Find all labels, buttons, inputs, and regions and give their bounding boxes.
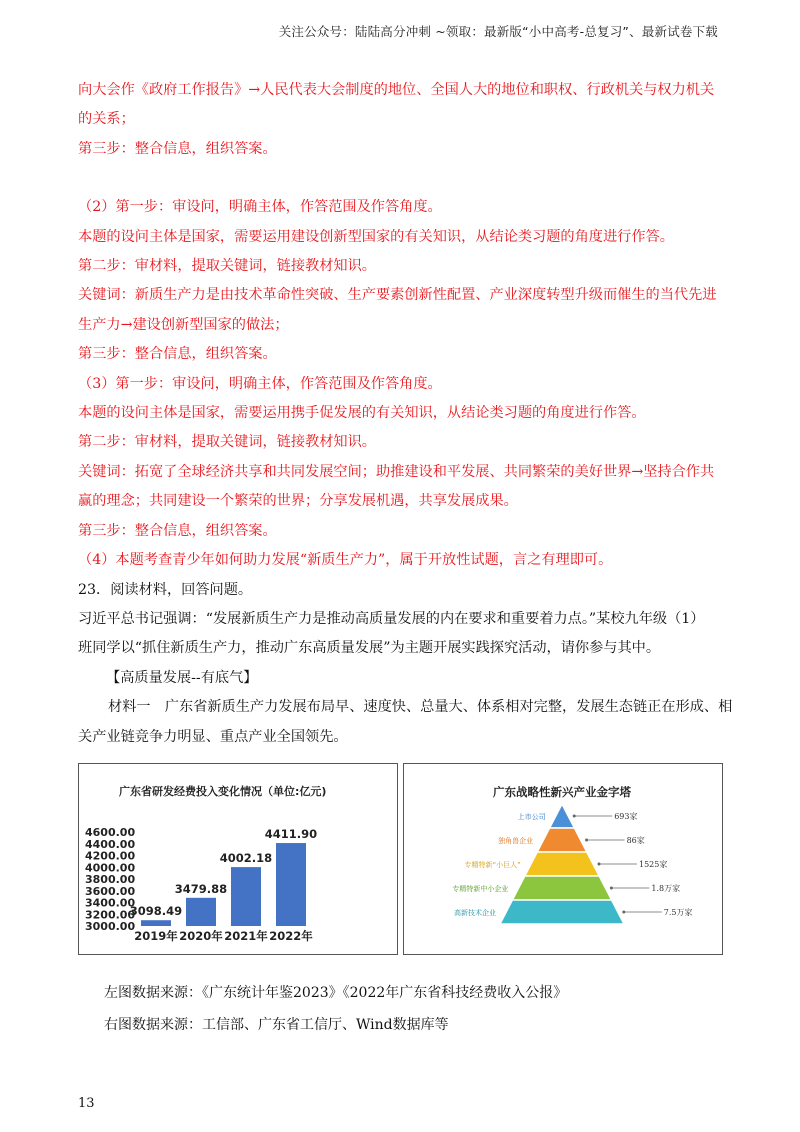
bar-chart — [79, 764, 397, 954]
bar — [141, 920, 171, 926]
text-line: 班同学以“抓住新质生产力，推动广东高质量发展”为主题开展实践探究活动，请你参与其中。 — [78, 640, 661, 657]
y-tick-label: 3600.00 — [85, 884, 136, 898]
pyramid-level-value: 7.5万家 — [663, 908, 693, 917]
figures — [78, 763, 723, 955]
pyramid-level-value: 1.8万家 — [651, 884, 681, 893]
pyramid-level-label: 专精特新中小企业 — [452, 885, 509, 893]
pyramid-level-value: 1525家 — [639, 860, 668, 869]
y-tick-label: 4200.00 — [85, 849, 136, 863]
text-line: 第三步：整合信息，组织答案。 — [78, 346, 277, 363]
pyramid-title: 广东战略性新兴产业金字塔 — [493, 785, 631, 799]
data-label: 4002.18 — [219, 851, 273, 866]
x-tick-label: 2021年 — [224, 929, 268, 943]
pyramid-frame — [403, 763, 723, 955]
pyramid-level — [550, 804, 575, 828]
bar-chart-frame — [78, 763, 398, 955]
bar — [231, 867, 261, 926]
text-line: 第三步：整合信息，组织答案。 — [78, 140, 277, 157]
left-source: 左图数据来源：《广东统计年鉴2023》《2022年广东省科技经费收入公报》 — [104, 985, 568, 1001]
text-line: 关键词：拓宽了全球经济共享和共同发展空间；助推建设和平发展、共同繁荣的美好世界→坚持合作共 — [78, 463, 715, 480]
text-line: 第二步：审材料，提取关键词，链接教材知识。 — [78, 258, 376, 275]
y-tick-label: 3400.00 — [85, 896, 136, 910]
pyramid-level — [512, 876, 611, 900]
text-line: 【高质量发展--有底气】 — [106, 669, 258, 686]
bar — [276, 843, 306, 926]
pyramid-level-value: 693家 — [614, 812, 638, 821]
text-line: 关键词：新质生产力是由技术革命性突破、生产要素创新性配置、产业深度转型升级而催生的当代先进 — [78, 287, 717, 304]
text-line: （3）第一步：审设问，明确主体，作答范围及作答角度。 — [78, 375, 442, 392]
text-line: （4）本题考查青少年如何助力发展“新质生产力”，属于开放性试题，言之有理即可。 — [78, 552, 613, 569]
text-line: 习近平总书记强调：“发展新质生产力是推动高质量发展的内在要求和重要着力点。”某校九年级（1） — [78, 610, 705, 627]
x-tick-label: 2022年 — [269, 929, 313, 943]
data-label: 3479.88 — [174, 881, 228, 896]
page-number: 13 — [78, 1096, 95, 1111]
text-line: 第二步：审材料，提取关键词，链接教材知识。 — [78, 434, 376, 451]
text-line: 关产业链竞争力明显、重点产业全国领先。 — [78, 728, 348, 745]
leader-dot — [598, 863, 601, 866]
text-line: 向大会作《政府工作报告》→人民代表大会制度的地位、全国人大的地位和职权、行政机关与权力机关 — [78, 82, 715, 98]
text-line — [78, 164, 728, 193]
pyramid-level-label: 高新技术企业 — [454, 909, 496, 917]
pyramid-level-label: 专精特新“小巨人” — [464, 861, 521, 869]
x-tick-label: 2019年 — [134, 929, 178, 943]
leader-dot — [585, 839, 588, 842]
y-tick-label: 4000.00 — [85, 861, 136, 875]
pyramid-level — [500, 900, 624, 924]
text-line: （2）第一步：审设问，明确主体，作答范围及作答角度。 — [78, 199, 442, 216]
pyramid-chart — [404, 764, 722, 954]
text-line: 23．阅读材料，回答问题。 — [78, 581, 253, 598]
answer-text — [78, 76, 733, 752]
page-header: 关注公众号：陆陆高分冲刺 ~领取：最新版“小中高考-总复习”、最新试卷下载 — [278, 24, 718, 39]
text-line: 第三步：整合信息，组织答案。 — [78, 522, 277, 539]
leader-dot — [610, 887, 613, 890]
y-tick-label: 3800.00 — [85, 873, 136, 886]
text-line: 赢的理念；共同建设一个繁荣的世界；分享发展机遇，共享发展成果。 — [78, 493, 518, 510]
data-label: 4411.90 — [264, 827, 318, 842]
x-tick-label: 2020年 — [179, 929, 223, 943]
y-tick-label: 3200.00 — [85, 908, 136, 922]
text-line: 本题的设问主体是国家，需要运用携手促发展的有关知识，从结论类习题的角度进行作答。 — [78, 405, 646, 422]
pyramid-level-value: 86家 — [626, 836, 645, 845]
text-line: 生产力→建设创新型国家的做法； — [78, 316, 289, 333]
pyramid-level-label: 独角兽企业 — [498, 837, 534, 845]
right-source: 右图数据来源：工信部、广东省工信厅、Wind数据库等 — [104, 1017, 449, 1033]
pyramid-level — [525, 852, 599, 876]
chart-title: 广东省研发经费投入变化情况（单位:亿元) — [119, 785, 327, 798]
y-tick-label: 3000.00 — [85, 920, 136, 933]
y-tick-label: 4600.00 — [85, 826, 136, 839]
pyramid-level-label: 上市公司 — [517, 813, 546, 821]
bar — [186, 898, 216, 926]
data-label: 3098.49 — [129, 904, 183, 919]
text-line: 本题的设问主体是国家，需要运用建设创新型国家的有关知识，从结论类习题的角度进行作答。 — [78, 228, 674, 245]
leader-dot — [622, 911, 625, 914]
pyramid-level — [537, 828, 587, 852]
text-line: 的关系； — [78, 111, 135, 128]
y-tick-label: 4400.00 — [85, 837, 136, 851]
text-line: 材料一 广东省新质生产力发展布局早、速度快、总量大、体系相对完整，发展生态链正在形成、相 — [108, 699, 733, 716]
leader-dot — [573, 815, 576, 818]
